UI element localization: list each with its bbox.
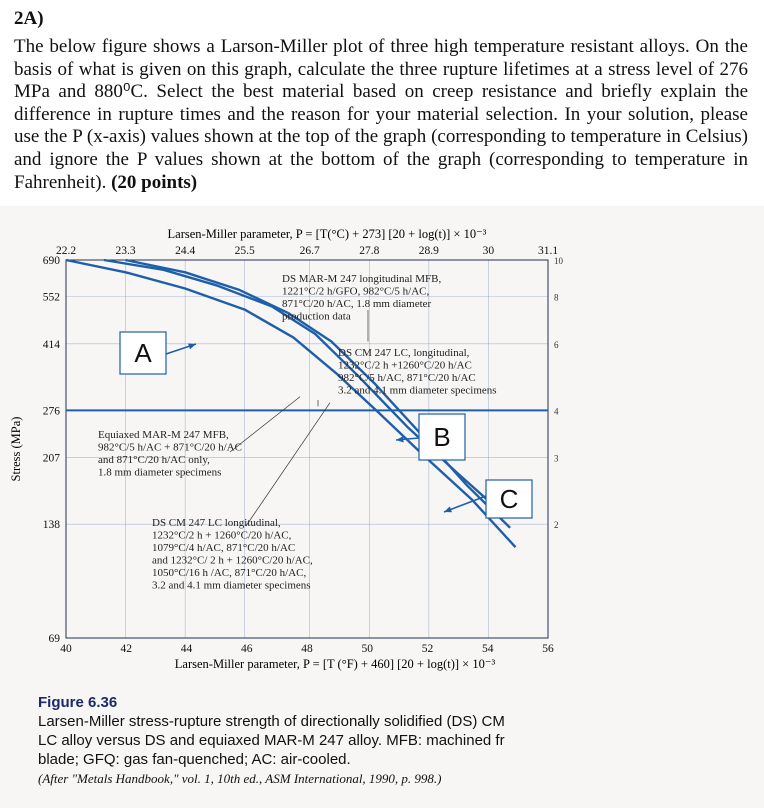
annotation-line: 3.2 and 4.1 mm diameter specimens [338,384,497,397]
caption-line: blade; GFQ: gas fan-quenched; AC: air-cooled. [38,751,351,768]
y-tick-label: 69 [48,633,60,645]
bottom-tick-label: 50 [361,643,373,655]
annotation-line: 3.2 and 4.1 mm diameter specimens [152,579,311,592]
top-tick-label: 27.8 [359,245,380,257]
annotation-line: and 1232°C/ 2 h + 1260°C/20 h/AC, [152,554,313,567]
marker-arrowhead [444,506,452,512]
annotation-line: 1.8 mm diameter specimens [98,466,222,479]
annotation-line: DS CM 247 LC, longitudinal, [338,347,470,359]
question-body: The below figure shows a Larson-Miller plot of three high temperature resistant alloys. On the basis of what is given on this graph, calculate the three rupture lifetimes at a stress level of 276 MPa and 880⁰C. Select the best material based on creep resistance and briefly explain the difference in rupture times and the reason for your material selection. In your solution, please use the P (x-axis) values shown at the top of the graph (corresponding to temperature in Celsius) and ignore the P values shown at the bottom of the graph (corresponding to temperature in Fahrenheit). [14,36,748,193]
marker-label-B: B [433,422,451,452]
annotation-line: DS CM 247 LC longitudinal, [152,517,281,529]
bottom-tick-label: 42 [120,643,132,655]
right-edge-tick-label: 10 [554,256,563,266]
annotation-line: 1221°C/2 h/GFO, 982°C/5 h/AC, [282,285,430,298]
question-text [14,36,748,194]
top-tick-label: 25.5 [234,245,255,257]
annotation-line: 1050°C/16 h /AC, 871°C/20 h/AC, [152,567,307,579]
bottom-tick-label: 40 [60,643,72,655]
annotation-line: 871°C/20 h/AC, 1.8 mm diameter [282,298,432,310]
question-heading: 2A) [14,8,44,29]
y-tick-label: 138 [42,519,60,532]
figure [0,206,764,808]
bottom-tick-label: 52 [421,643,434,655]
right-edge-tick-label: 3 [554,453,559,464]
caption-source: (After "Metals Handbook," vol. 1, 10th ed., ASM International, 1990, p. 998.) [38,771,442,786]
caption-body [38,712,762,769]
bottom-axis-title: Larsen-Miller parameter, P = [T (°F) + 460] [20 + log(t)] × 10⁻³ [174,657,496,671]
y-tick-label: 414 [42,338,60,351]
bottom-tick-label: 46 [241,643,253,655]
annotation-line: 1079°C/4 h/AC, 871°C/20 h/AC [152,542,296,554]
y-tick-label: 276 [42,405,60,418]
y-tick-label: 690 [42,255,60,267]
y-axis-title: Stress (MPa) [9,416,23,482]
leader-line [246,403,330,526]
bottom-tick-label: 56 [542,643,554,655]
top-tick-label: 23.3 [115,245,136,257]
y-tick-label: 552 [42,291,60,304]
larson-miller-chart [0,206,764,686]
figure-caption [38,694,762,787]
top-axis-title: Larsen-Miller parameter, P = [T(°C) + 273] [20 + log(t)] × 10⁻³ [167,227,487,241]
annotation-line: 982°C/5 h/AC, 871°C/20 h/AC [338,372,476,384]
y-tick-label: 207 [42,452,60,465]
right-edge-tick-label: 4 [554,406,559,417]
top-tick-label: 26.7 [299,245,320,257]
annotation-line: 1232°C/2 h + 1260°C/20 h/AC, [152,529,292,542]
bottom-tick-label: 44 [180,643,193,655]
curve-annotation [152,517,313,592]
right-edge-tick-label: 8 [554,292,559,303]
bottom-tick-label: 48 [301,643,313,655]
top-tick-label: 24.4 [175,245,196,257]
annotation-line: 1232°C/2 h +1260°C/20 h/AC [338,359,472,372]
question-points: (20 points) [111,171,198,193]
marker-label-C: C [499,484,519,514]
top-tick-label: 28.9 [418,245,439,257]
marker-arrowhead [188,343,196,349]
top-tick-label: 31.1 [537,245,559,257]
caption-title: Figure 6.36 [38,694,118,711]
caption-line: Larsen-Miller stress-rupture strength of directionally solidified (DS) CM [38,713,505,730]
right-edge-tick-label: 2 [554,520,559,531]
top-tick-label: 22.2 [55,245,77,257]
curve-annotation [98,429,242,479]
annotation-line: production data [282,310,351,323]
leader-line [230,397,300,452]
caption-line: LC alloy versus DS and equiaxed MAR-M 247 alloy. MFB: machined fr [38,732,505,749]
annotation-line: DS MAR-M 247 longitudinal MFB, [282,273,442,285]
curve-annotation [338,347,497,397]
right-edge-tick-label: 6 [554,339,559,350]
top-tick-label: 30 [482,245,495,257]
bottom-tick-label: 54 [482,643,494,655]
annotation-line: and 871°C/20 h/AC only, [98,454,210,466]
marker-label-A: A [134,338,152,368]
annotation-line: 982°C/5 h/AC + 871°C/20 h/AC [98,441,242,454]
annotation-line: Equiaxed MAR-M 247 MFB, [98,429,229,441]
curve-annotation [282,273,441,323]
